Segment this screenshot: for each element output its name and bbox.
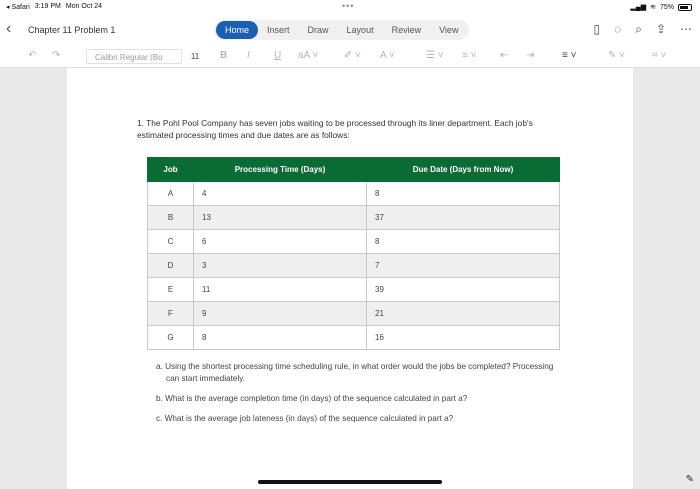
cell-due: 39 (367, 278, 560, 302)
share-icon[interactable]: ⇪ (655, 22, 666, 36)
bullets-icon[interactable]: ☰ ˅ (426, 50, 444, 61)
table-row (148, 230, 560, 254)
home-indicator[interactable] (258, 480, 442, 484)
more-icon[interactable]: ⋯ (680, 22, 692, 36)
part-b: b. What is the average completion time (in days) of the sequence calculated in part a? (156, 394, 468, 403)
tab-layout[interactable]: Layout (346, 25, 374, 35)
cell-processing: 13 (194, 206, 367, 230)
bold-icon[interactable]: B (220, 50, 228, 61)
multitasking-dots[interactable]: ••• (342, 1, 355, 11)
question-parts (156, 361, 556, 433)
cell-processing: 6 (194, 230, 367, 254)
jobs-table (147, 157, 560, 350)
status-time: 3:19 PM (34, 3, 61, 10)
cell-processing: 8 (194, 326, 367, 350)
tab-review[interactable]: Review (391, 25, 422, 35)
table-header-job: Job (148, 158, 194, 182)
tab-home[interactable]: Home (216, 21, 258, 39)
cell-processing: 3 (194, 254, 367, 278)
table-header-due: Due Date (Days from Now) (367, 158, 560, 182)
cell-processing: 11 (194, 278, 367, 302)
italic-icon[interactable]: I (247, 50, 250, 61)
numbering-icon[interactable]: ≡ ˅ (462, 50, 477, 61)
outdent-icon[interactable]: ⇤ (500, 50, 509, 61)
ribbon-tabs (214, 20, 469, 40)
part-c: c. What is the average job lateness (in days) of the sequence calculated in part a? (156, 414, 454, 423)
search-icon[interactable]: ⌕ (635, 22, 642, 36)
cell-due: 37 (367, 206, 560, 230)
phone-view-icon[interactable]: ▯ (593, 22, 601, 36)
cell-due: 8 (367, 182, 560, 206)
cell-job: G (148, 326, 194, 350)
back-to-safari[interactable]: ◂ Safari (6, 4, 30, 11)
cell-due: 21 (367, 302, 560, 326)
part-a: a. Using the shortest processing time scheduling rule, in what order would the jobs be completed? Processing can start immediately. (156, 362, 554, 383)
document-page[interactable] (67, 68, 633, 489)
cell-due: 8 (367, 230, 560, 254)
cell-due: 16 (367, 326, 560, 350)
format-painter-icon[interactable]: ⌗ ˅ (652, 50, 667, 61)
status-bar (0, 0, 700, 14)
status-date: Mon Oct 24 (65, 3, 103, 10)
table-row (148, 302, 560, 326)
styles-icon[interactable]: ✎ ˅ (608, 50, 625, 61)
wifi-icon: ≋ (650, 4, 656, 11)
redo-icon[interactable]: ↷ (52, 50, 61, 61)
indent-icon[interactable]: ⇥ (526, 50, 535, 61)
pen-tool-icon[interactable]: ✎ (685, 474, 694, 485)
text-size-icon[interactable]: aA ˅ (298, 50, 319, 61)
tab-insert[interactable]: Insert (267, 25, 290, 35)
font-name-field[interactable]: Calibri Regular (Bo (86, 49, 182, 64)
table-row (148, 278, 560, 302)
back-chevron-icon[interactable]: ‹ (6, 20, 12, 37)
cell-job: D (148, 254, 194, 278)
table-row (148, 206, 560, 230)
cell-processing: 9 (194, 302, 367, 326)
cell-job: A (148, 182, 194, 206)
table-row (148, 326, 560, 350)
table-header-processing: Processing Time (Days) (194, 158, 367, 182)
signal-icon: ▂▄▆ (630, 4, 647, 11)
cell-processing: 4 (194, 182, 367, 206)
cell-job: C (148, 230, 194, 254)
lightbulb-icon[interactable]: ◌ (614, 22, 622, 36)
font-color-icon[interactable]: A ˅ (380, 50, 395, 61)
formatting-toolbar (0, 46, 700, 68)
cell-due: 7 (367, 254, 560, 278)
app-header (0, 14, 700, 46)
document-title[interactable]: Chapter 11 Problem 1 (28, 25, 116, 35)
table-row (148, 254, 560, 278)
battery-icon (678, 4, 692, 11)
tab-view[interactable]: View (439, 25, 459, 35)
font-size-field[interactable]: 11 (190, 52, 200, 61)
align-icon[interactable]: ≡ ˅ (562, 50, 577, 61)
cell-job: E (148, 278, 194, 302)
cell-job: F (148, 302, 194, 326)
cell-job: B (148, 206, 194, 230)
battery-percent: 75% (659, 3, 674, 11)
tab-draw[interactable]: Draw (307, 25, 329, 35)
table-row (148, 182, 560, 206)
underline-icon[interactable]: U (274, 50, 282, 61)
undo-icon[interactable]: ↶ (28, 50, 37, 61)
question-text: 1. The Pohl Pool Company has seven jobs waiting to be processed through its liner department. Each job's estimated processing times and due dates are as follows: (137, 118, 533, 140)
highlight-icon[interactable]: ✐ ˅ (344, 50, 361, 61)
